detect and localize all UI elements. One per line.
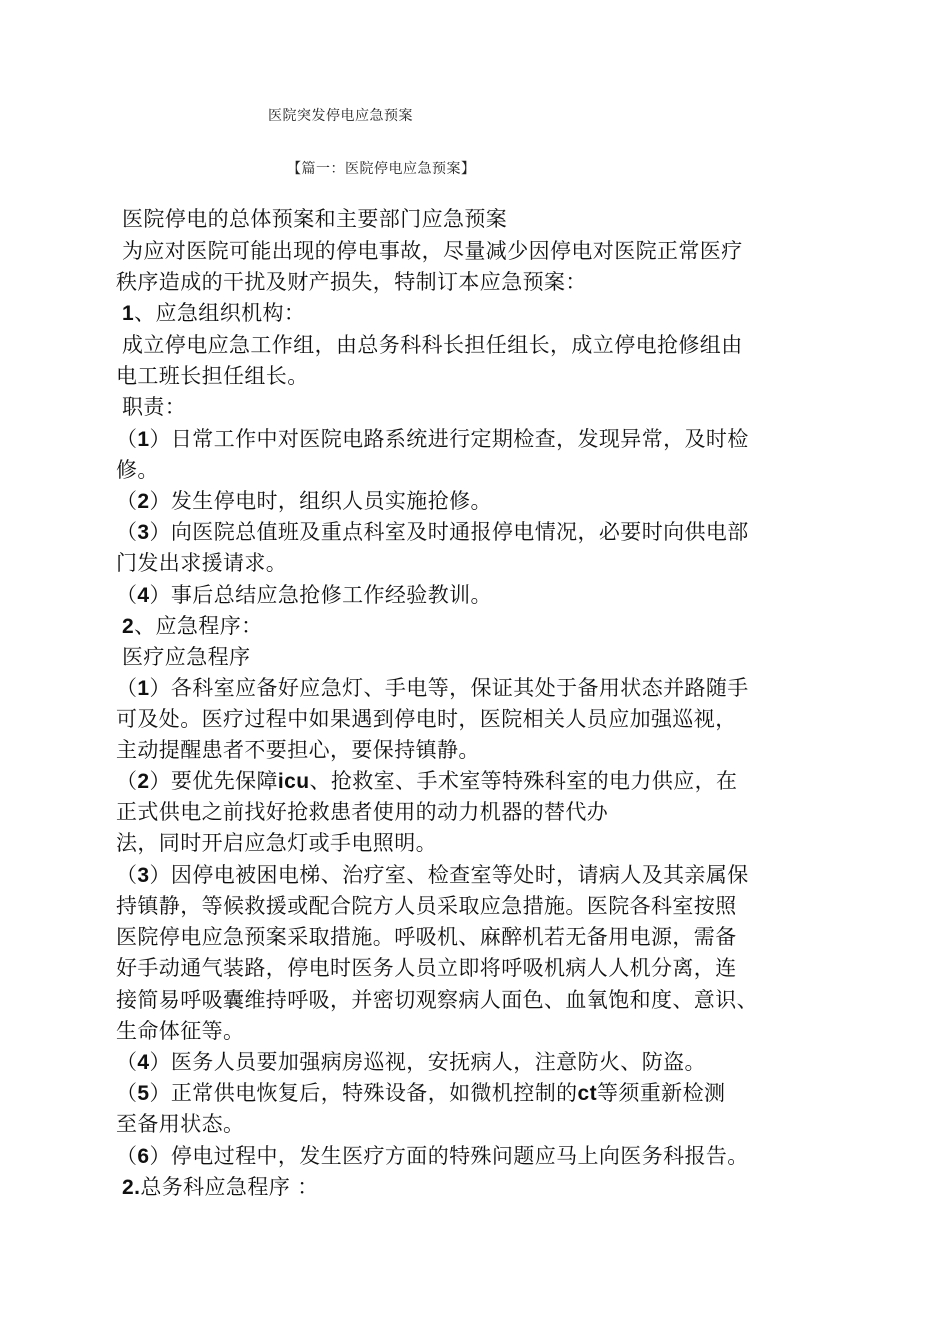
- paragraph-line: 职责：: [122, 395, 187, 419]
- paragraph-line: 正式供电之前找好抢救患者使用的动力机器的替代办: [116, 800, 609, 824]
- paragraph-line: 持镇静，等候救援或配合院方人员采取应急措施。医院各科室按照: [116, 894, 737, 918]
- paragraph-line: 修。: [116, 458, 159, 482]
- list-item: （2）发生停电时，组织人员实施抢修。: [116, 489, 492, 513]
- list-item: （4）事后总结应急抢修工作经验教训。: [116, 583, 492, 607]
- list-item: （2）要优先保障icu、抢救室、手术室等特殊科室的电力供应，在: [116, 769, 738, 793]
- paragraph-line: 生命体征等。: [116, 1019, 245, 1043]
- paragraph-line: 法，同时开启应急灯或手电照明。: [116, 831, 437, 855]
- paragraph-line: 至备用状态。: [116, 1112, 245, 1136]
- paragraph-line: 接简易呼吸囊维持呼吸，并密切观察病人面色、血氧饱和度、意识、: [116, 988, 758, 1012]
- list-item: （3）向医院总值班及重点科室及时通报停电情况，必要时向供电部: [116, 520, 749, 544]
- paragraph-line: 医院停电应急预案采取措施。呼吸机、麻醉机若无备用电源，需备: [116, 925, 737, 949]
- list-item: （1）日常工作中对医院电路系统进行定期检查，发现异常，及时检: [116, 427, 749, 451]
- document-subtitle: 【篇一：医院停电应急预案】: [287, 161, 476, 177]
- numbered-heading: 1、应急组织机构：: [122, 301, 306, 325]
- list-item: （5）正常供电恢复后，特殊设备，如微机控制的ct等须重新检测: [116, 1081, 726, 1105]
- section-heading: 医院停电的总体预案和主要部门应急预案: [122, 207, 508, 231]
- list-item: （1）各科室应备好应急灯、手电等，保证其处于备用状态并路随手: [116, 676, 749, 700]
- numbered-heading: 2.总务科应急程序 ：: [122, 1175, 319, 1199]
- paragraph-line: 医疗应急程序: [122, 645, 251, 669]
- document-title: 医院突发停电应急预案: [268, 108, 413, 124]
- list-item: （6）停电过程中，发生医疗方面的特殊问题应马上向医务科报告。: [116, 1144, 749, 1168]
- paragraph-line: 主动提醒患者不要担心，要保持镇静。: [116, 738, 480, 762]
- list-item: （4）医务人员要加强病房巡视，安抚病人，注意防火、防盗。: [116, 1050, 706, 1074]
- list-item: （3）因停电被困电梯、治疗室、检查室等处时，请病人及其亲属保: [116, 863, 749, 887]
- paragraph-line: 好手动通气装路，停电时医务人员立即将呼吸机病人人机分离，连: [116, 956, 737, 980]
- paragraph-line: 秩序造成的干扰及财产损失，特制订本应急预案：: [116, 270, 587, 294]
- paragraph-line: 门发出求援请求。: [116, 551, 288, 575]
- paragraph-line: 成立停电应急工作组，由总务科科长担任组长，成立停电抢修组由: [122, 333, 743, 357]
- paragraph-line: 为应对医院可能出现的停电事故，尽量减少因停电对医院正常医疗: [122, 239, 743, 263]
- numbered-heading: 2、应急程序：: [122, 614, 263, 638]
- paragraph-line: 可及处。医疗过程中如果遇到停电时，医院相关人员应加强巡视，: [116, 707, 737, 731]
- paragraph-line: 电工班长担任组长。: [116, 364, 309, 388]
